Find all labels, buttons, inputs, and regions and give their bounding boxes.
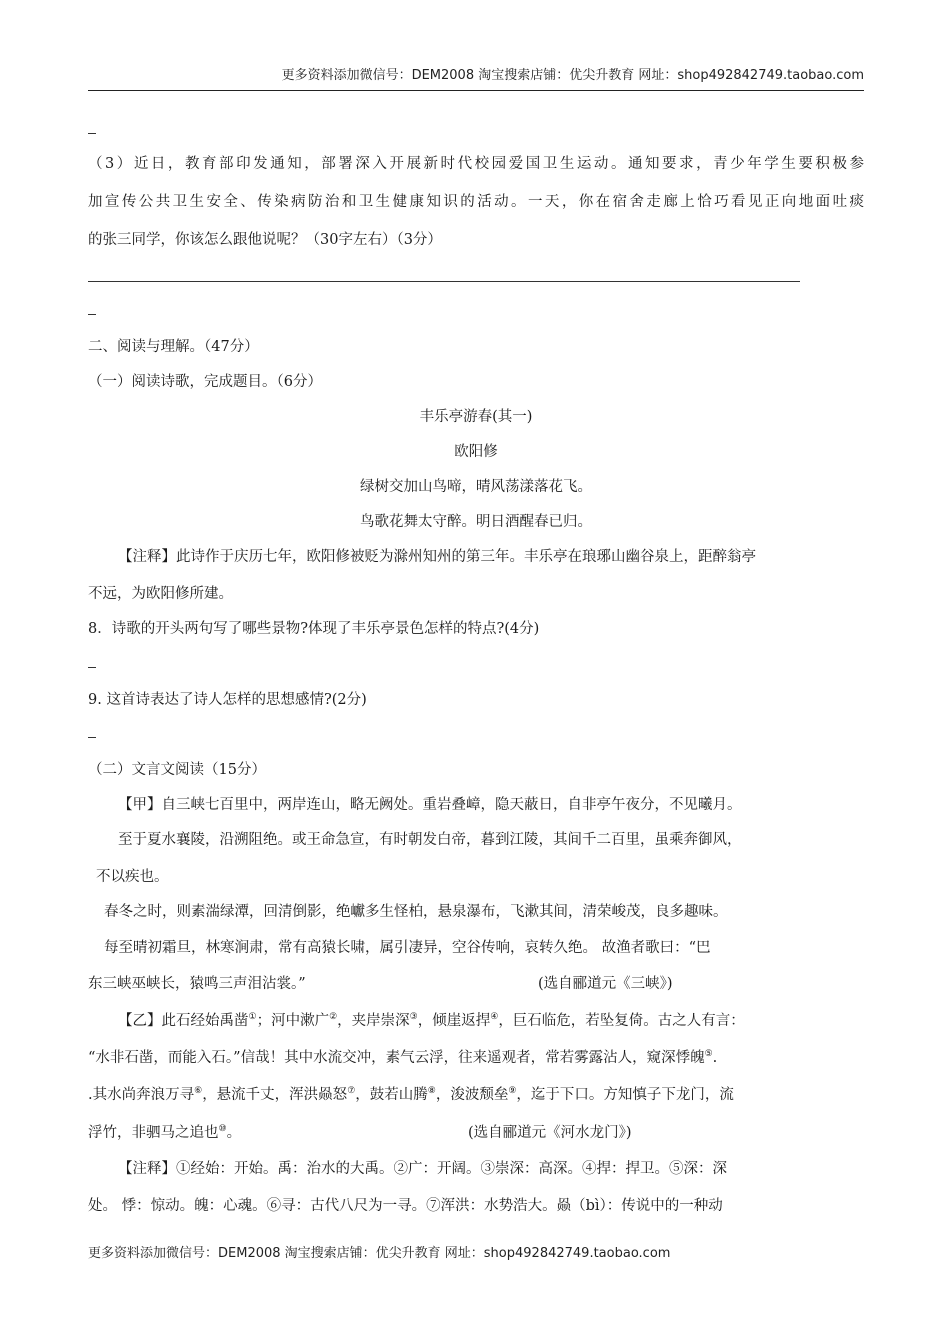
passage-note: 【注释】①经始：开始。禹：治水的大禹。②广：开阔。③崇深：高深。④捍：捍卫。⑤深：深 [118,1161,727,1177]
answer-blank [88,314,96,315]
footnote-mark: ② [329,1012,338,1023]
passage-text: 浮竹，非驷马之追也 [88,1125,219,1141]
answer-line [88,281,800,282]
question-9: 9. 这首诗表达了诗人怎样的思想感情?(2分) [88,692,367,708]
passage-text: 东三峡巫峡长，猿鸣三声泪沾裳。” [88,976,306,992]
passage-yi-line [88,1009,864,1030]
passage-jia-line: 至于夏水襄陵，沿溯阻绝。或王命急宣，有时朝发白帝，暮到江陵，其间千二百里，虽乘奔御风， [118,832,742,848]
passage-text: ，倾崖返捍 [417,1013,491,1029]
section-title: 二、阅读与理解。（47分） [88,339,259,355]
passage-text: “水非石凿，而能入石。”信哉！其中水流交冲，素气云浮，往来遥观者，常若雾露沾人，窥深悸魄 [88,1050,705,1066]
poem-note: 不远，为欧阳修所建。 [88,586,233,602]
part2-title: （二）文言文阅读（15分） [88,762,266,778]
footnote-mark: ⑦ [347,1086,356,1097]
footnote-mark: ③ [409,1012,418,1023]
passage-jia-line: 春冬之时，则素湍绿潭，回清倒影，绝巘多生怪柏，悬泉瀑布，飞漱其间，清荣峻茂，良多趣味。 [104,904,728,920]
footnote-mark: ⑤ [704,1049,713,1060]
passage-text: ；河中漱广 [256,1013,330,1029]
passage-text: ，迄于下口。方知慎子下龙门，流 [516,1087,734,1103]
poem-title: 丰乐亭游春(其一) [419,409,533,425]
passage-text: 其水尚奔浪万寻 [92,1087,195,1103]
passage-text: 【乙】此石经始禹凿 [118,1013,249,1029]
passage-jia-line: 每至晴初霜旦，林寒涧肃，常有高猿长啸，属引凄异，空谷传响，哀转久绝。 故渔者歌曰：“巴 [104,940,711,956]
footnote-mark: ⑧ [427,1086,436,1097]
q3-text-line: 加宣传公共卫生安全、传染病防治和卫生健康知识的活动。一天，你在宿舍走廊上恰巧看见正向地面吐痰 [88,194,864,210]
passage-source: (选自郦道元《三峡》) [538,976,673,992]
passage-yi-line: “水非石凿，而能入石。”信哉！其中水流交冲，素气云浮，往来遥观者，常若雾露沾人，窥深悸魄⑤. [88,1049,718,1066]
q3-text-line: （3）近日，教育部印发通知，部署深入开展新时代校园爱国卫生运动。通知要求，青少年学生要积极参 [88,156,864,172]
passage-jia-line: 【甲】自三峡七百里中，两岸连山，略无阙处。重岩叠嶂，隐天蔽日，自非亭午夜分，不见曦月。 [118,797,742,813]
passage-text: ，巨石临危，若坠复倚。古之人有言： [498,1013,745,1029]
passage-jia-line: 不以疾也。 [96,869,169,885]
answer-blank [88,737,96,738]
page-footer: 更多资料添加微信号：DEM2008 淘宝搜索店铺：优尖升教育 网址：shop492842749.taobao.com [88,1246,671,1261]
part1-title: （一）阅读诗歌，完成题目。（6分） [88,374,322,390]
question-8: 8．诗歌的开头两句写了哪些景物?体现了丰乐亭景色怎样的特点?(4分) [88,621,540,637]
poem-note: 【注释】此诗作于庆历七年，欧阳修被贬为滁州知州的第三年。丰乐亭在琅琊山幽谷泉上，距醉翁亭 [118,549,756,565]
poem-line: 鸟歌花舞太守醉。明日酒醒春已归。 [360,514,592,530]
passage-jia-line [88,972,864,993]
footnote-mark: ⑩ [218,1124,227,1135]
passage-note: 处。 悸：惊动。魄：心魂。⑥寻：古代八尺为一寻。⑦浑洪：水势浩大。赑（bì）：传说中的一种动 [88,1198,723,1214]
passage-yi-line: .其水尚奔浪万寻⑥，悬流千丈，浑洪赑怒⑦，鼓若山腾⑧，浚波颓垒⑨，迄于下口。方知慎子下龙门，流 [88,1086,734,1103]
q3-text-line: 的张三同学，你该怎么跟他说呢？（30字左右）（3分） [88,232,442,248]
poem-author: 欧阳修 [454,444,498,460]
answer-blank [88,133,96,134]
footnote-mark: ⑥ [194,1086,203,1097]
passage-text: ，夹岸崇深 [337,1013,410,1029]
passage-source: (选自郦道元《河水龙门》) [468,1125,632,1141]
footnote-mark: ④ [490,1012,499,1023]
footnote-mark: ⑨ [508,1086,517,1097]
passage-text: ，鼓若山腾 [355,1087,428,1103]
passage-text: ，悬流千丈，浑洪赑怒 [202,1087,348,1103]
footnote-mark: ① [248,1012,257,1023]
passage-yi-line [88,1121,864,1142]
poem-line: 绿树交加山鸟啼，晴风荡漾落花飞。 [360,479,592,495]
passage-text: 。 [226,1125,242,1141]
page-header: 更多资料添加微信号：DEM2008 淘宝搜索店铺：优尖升教育 网址：shop492842749.taobao.com [88,62,864,91]
passage-text: ，浚波颓垒 [435,1087,509,1103]
answer-blank [88,667,96,668]
